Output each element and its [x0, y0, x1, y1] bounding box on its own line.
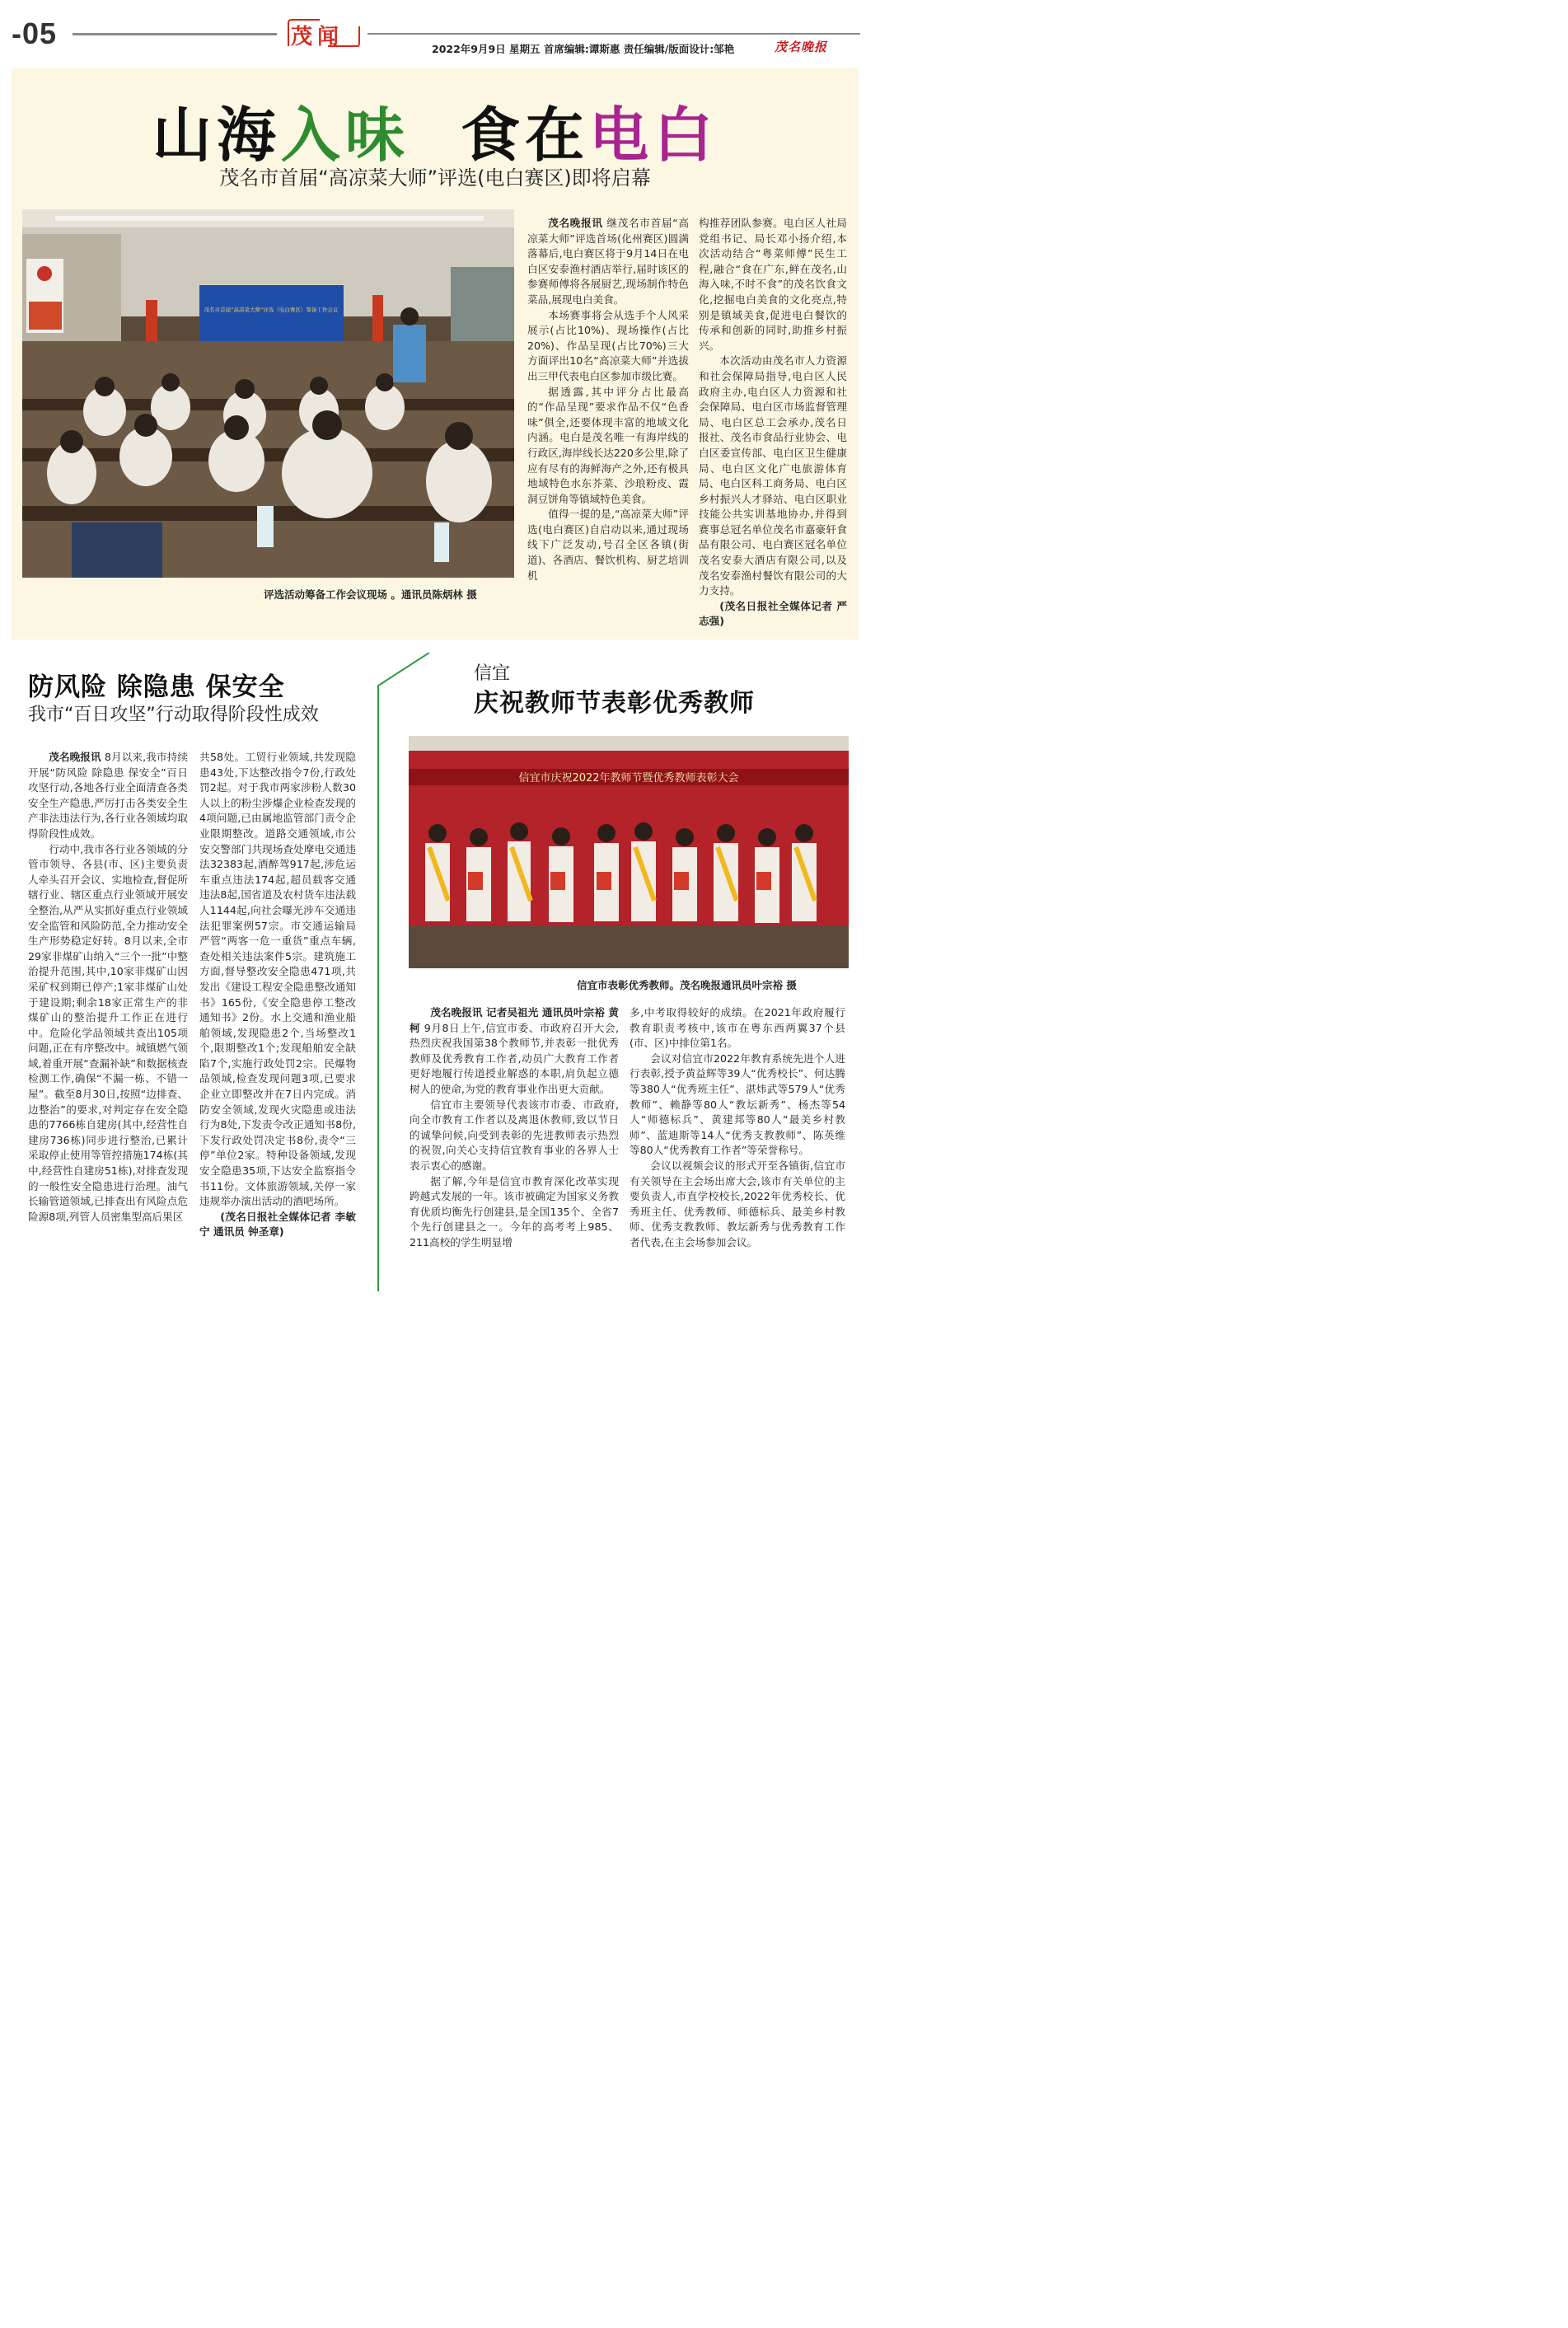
teachers-banner: 信宜市庆祝2022年教师节暨优秀教师表彰大会: [518, 772, 739, 785]
safety-byline: (茂名日报社全媒体记者 李敏宁 通讯员 钟圣章): [199, 1210, 356, 1239]
safety-paragraph: 行动中,我市各行业各领域的分管市领导、各县(市、区)主要负责人牵头召开会议、实地检查,督促所辖行业、辖区重点行业领域开展安全整治,从严从实抓好重点行业领域安全监管和风险防范,全力推动安全生产形势稳定好转。8月以来,全市29家非煤矿山纳入“三个一批”中整治提升范围,其中,10家非煤矿山因采矿权到期已停产;1家非煤矿山处于建设期;剩余18家正常生产的非煤矿山的整治提升工作正在进行中。危险化学品领域共查出105项问题,正在有序整改中。城镇燃气领域,着重开展“查漏补缺”和数据核查检测工作,确保“不漏一栋、不错一屋”。截至8月30日,按照“边排查、边整治”的要求,对判定存在安全隐患的7766栋自建房(其中,经营性自建房736栋)同步进行整治,已累计采取停止使用等管控措施174栋(其中,经营性自建房51栋),对排查发现的一般性安全隐患进行治理。油气长输管道领域,已排查出有风险点危险源8项,列管人员密集型高后果区: [28, 842, 188, 1223]
safety-paragraph: 8月以来,我市持续开展“防风险 除隐患 保安全”百日攻坚行动,各地各行业全面清查各类安全生产隐患,严厉打击各类安全生产非法违法行为,各行业各领域均取得阶段性成效。: [28, 751, 188, 840]
headline-part-1: 山海: [152, 101, 281, 170]
safety-subheadline: 我市“百日攻坚”行动取得阶段性成效: [28, 705, 319, 725]
section-label: 茂闻: [291, 25, 344, 49]
safety-lead: 茂名晚报讯: [49, 751, 101, 763]
meeting-banner: 茂名市首届“高凉菜大师”评选（电白赛区）筹备工作会议: [204, 307, 339, 313]
feature-paragraph: 本次活动由茂名市人力资源和社会保障局指导,电白区人民政府主办,电白区人力资源和社会保障局、电白区市场监督管理局、电白区总工会承办,茂名日报社、茂名市食品行业协会、电白区委宣传部、电白区卫生健康局、电白区文化广电旅游体育局、电白区科工商务局、电白区乡村振兴人才驿站、电白区职业技能公共实训基地协办,并得到赛事总冠名单位茂名市嘉豪轩食品有限公司、电白赛区冠名单位茂名安泰大酒店有限公司,以及茂名安泰渔村餐饮有限公司的大力支持。: [699, 354, 847, 597]
teachers-photo-illustration: [409, 736, 849, 968]
teachers-photo: [409, 736, 849, 968]
feature-paragraph: 本场赛事将会从选手个人风采展示(占比10%)、现场操作(占比20%)、作品呈现(占比70%)三大方面评出10名“高凉菜大师”并选拔出三甲代表电白区参加市级比赛。: [527, 308, 689, 382]
meeting-photo: [22, 209, 514, 578]
teachers-paragraph: 信宜市主要领导代表该市市委、市政府,向全市教育工作者以及离退休教师,致以节日的诚挚问候,向受到表彰的先进教师表示热烈的祝贺,向关心支持信宜教育事业的各界人士表示衷心的感谢。: [410, 1098, 619, 1172]
teachers-kicker: 信宜: [474, 663, 511, 684]
headline-part-3: 食在: [461, 101, 590, 170]
teachers-paragraph: 会议以视频会议的形式开至各镇街,信宜市有关领导在主会场出席大会,该市有关单位的主要负责人,市直学校校长,2022年优秀校长、优秀班主任、优秀教师、师德标兵、最美乡村教师、优秀支教教师、教坛新秀与优秀教育工作者代表,在主会场参加会议。: [630, 1159, 845, 1248]
feature-lead: 茂名晚报讯: [548, 217, 603, 229]
teachers-paragraph: 据了解,今年是信宜市教育深化改革实现跨越式发展的一年。该市被确定为国家义务教育优质均衡先行创建县,是全国135个、全省7个先行创建县之一。今年的高考考上985、211高校的学生明显增: [410, 1174, 619, 1248]
feature-column-2: [699, 216, 847, 630]
teachers-paragraph: 多,中考取得较好的成绩。在2021年政府履行教育职责考核中,该市在粤东西两翼37个县(市、区)中排位第1名。: [630, 1006, 845, 1050]
feature-paragraph: 继茂名市首届“高凉菜大师”评选首场(化州赛区)圆满落幕后,电白赛区将于9月14日在电白区安泰渔村酒店举行,届时该区的参赛师傅将各展厨艺,现场制作特色菜品,展现电白美食。: [527, 217, 689, 306]
feature-byline: (茂名日报社全媒体记者 严志强): [699, 599, 847, 628]
safety-column-1: [28, 750, 188, 1225]
feature-paragraph: 值得一提的是,“高凉菜大师”评选(电白赛区)自启动以来,通过现场线下广泛发动,号召全区各镇(街道)、各酒店、餐饮机构、厨艺培训机: [527, 508, 689, 582]
teachers-lead: 茂名晚报讯 记者吴祖光 通讯员叶宗裕 黄柯: [410, 1006, 619, 1034]
teachers-headline: 庆祝教师节表彰优秀教师: [474, 689, 755, 718]
teachers-photo-caption: 信宜市表彰优秀教师。茂名晚报通讯员叶宗裕 摄: [577, 979, 797, 991]
meeting-photo-caption: 评选活动筹备工作会议现场 。通讯员陈炳林 摄: [264, 588, 477, 601]
header-rule-left: [73, 33, 277, 35]
feature-subheadline: 茂名市首届“高凉菜大师”评选(电白赛区)即将启幕: [219, 166, 651, 190]
masthead-logo: 茂名晚报: [775, 40, 828, 54]
teachers-column-1: [410, 1005, 619, 1251]
feature-paragraph: 据透露,其中评分占比最高的“作品呈现”要求作品不仅“色香味”俱全,还要体现丰富的地域文化内涵。电白是茂名唯一有海岸线的行政区,海岸线长达220多公里,除了应有尽有的海鲜海产之外,还有极具地域特色水东芥菜、沙琅粉皮、霞洞豆饼角等镇域特色美食。: [527, 385, 689, 505]
safety-column-2: [199, 750, 356, 1240]
safety-paragraph: 共58处。工贸行业领域,共发现隐患43处,下达整改指令7份,行政处罚2起。对于我市两家涉粉人数30人以上的粉尘涉爆企业检查发现的4项问题,已由属地监管部门责令企业限期整改。道路交通领域,市公安交警部门共现场查处摩电交通违法32383起,酒醉驾917起,涉危运车重点违法174起,超员载客交通违法8起,国省道及农村货车违法载人1144起,向社会曝光涉车交通违法犯罪案例57宗。市交通运输局严管“两客一危一重货”重点车辆,查处相关违法案件5宗。建筑施工方面,督导整改安全隐患471项,共发出《建设工程安全隐患整改通知书》165份,《安全隐患停工整改通知书》2份。水上交通和渔业船舶领域,发现隐患2个,当场整改1个,限期整改1个;发现船舶安全缺陷7个,实施行政处罚2宗。民爆物品领域,检查发现问题3项,已要求企业立即整改并在7日内完成。消防安全领域,发现火灾隐患或违法行为8处,下发责令改正通知书8份,下发行政处罚决定书8份,责令“三停”单位2家。特种设备领域,发现安全隐患35项,下达安全监察指令书11份。文体旅游领域,关停一家违规举办演出活动的酒吧场所。: [199, 751, 356, 1208]
feature-paragraph: 构推荐团队参赛。电白区人社局党组书记、局长邓小扬介绍,本次活动结合“粤菜师傅”民生工程,融合“食在广东,鲜在茂名,山海入味,不时不食”的茂名饮食文化,挖掘电白美食的文化亮点,特别是镇域美食,促进电白餐饮的传承和创新的同时,助推乡村振兴。: [699, 217, 847, 352]
meeting-photo-illustration: [22, 209, 514, 578]
page-number: -05: [12, 16, 58, 50]
feature-headline: [0, 87, 870, 173]
headline-part-2: 入味: [280, 101, 410, 170]
header-rule-right: [367, 33, 860, 35]
headline-part-4: 电白: [589, 101, 718, 170]
date-line: 2022年9月9日 星期五 首席编辑:谭斯惠 责任编辑/版面设计:邹艳: [432, 43, 735, 55]
feature-column-1: [527, 216, 689, 583]
teachers-paragraph: 9月8日上午,信宜市委、市政府召开大会,热烈庆祝我国第38个教师节,并表彰一批优秀教师及优秀教育工作者,动员广大教育工作者更好地履行传道授业解惑的本职,肩负起立德树人的使命,为党的教育事业作出更大贡献。: [410, 1021, 619, 1095]
teachers-paragraph: 会议对信宜市2022年教育系统先进个人进行表彰,授予黄益辉等39人“优秀校长”、何达腾等380人“优秀班主任”、湛炜武等579人“优秀教师”、赖静等80人“教坛新秀”、杨杰等54人“师德标兵”、黄建邦等80人“最美乡村教师”、蓝迪斯等14人“优秀支教教师”、陈英维等80人“优秀教育工作者”等荣誉称号。: [630, 1052, 845, 1157]
teachers-column-2: [630, 1005, 845, 1251]
safety-headline: 防风险 除隐患 保安全: [28, 672, 285, 702]
